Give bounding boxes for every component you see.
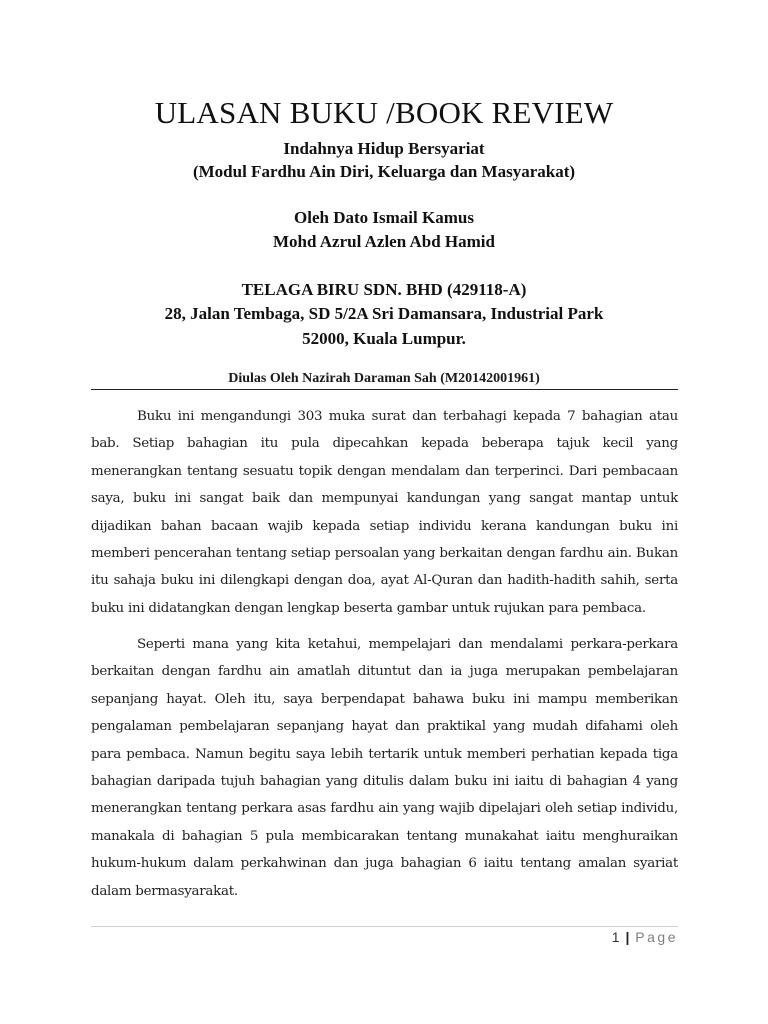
paragraph-2: Seperti mana yang kita ketahui, mempelajari dan mendalami perkara-perkara berkaitan dengan fardhu ain amatlah dituntut dan ia juga merupakan pembelajaran sepanjang hayat. Oleh itu, saya berpendapat bahawa buku ini mampu memberikan pengalaman pembelajaran sepanjang hayat dan praktikal yang mudah difahami oleh para pembaca. Namun begitu saya lebih tertarik untuk memberi perhatian kepada tiga bahagian daripada tujuh bahagian yang ditulis dalam buku ini iaitu di bahagian 4 yang menerangkan tentang perkara asas fardhu ain yang wajib dipelajari oleh setiap individu, manakala di bahagian 5 pula membicarakan tentang munakahat iaitu menghuraikan hukum-hukum dalam perkahwinan dan juga bahagian 6 iaitu tentang amalan syariat dalam bermasyarakat. xyxy=(91,637,678,899)
footer-separator: | xyxy=(625,929,630,945)
footer-divider xyxy=(91,926,678,927)
paragraph-1: Buku ini mengandungi 303 muka surat dan terbahagi kepada 7 bahagian atau bab. Setiap bahagian itu pula dipecahkan kepada beberapa tajuk kecil yang menerangkan tentang sesuatu topik dengan mendalam dan terperinci. Dari pembacaan saya, buku ini sangat baik dan mempunyai kandungan yang sangat mantap untuk dijadikan bahan bacaan wajib kepada setiap individu kerana kandungan buku ini memberi pencerahan tentang setiap persoalan yang berkaitan dengan fardhu ain. Bukan itu sahaja buku ini dilengkapi dengan doa, ayat Al-Quran dan hadith-hadith sahih, serta buku ini didatangkan dengan lengkap beserta gambar untuk rujukan para pembaca. xyxy=(91,409,678,616)
page-number: 1 xyxy=(611,929,620,945)
publisher-address-line-1: 28, Jalan Tembaga, SD 5/2A Sri Damansara, Industrial Park xyxy=(164,304,604,323)
author-line-2: Mohd Azrul Azlen Abd Hamid xyxy=(273,232,495,251)
header-divider xyxy=(91,389,678,390)
book-subtitle: (Modul Fardhu Ain Diri, Keluarga dan Masyarakat) xyxy=(192,162,576,181)
author-line-1: Oleh Dato Ismail Kamus xyxy=(294,208,474,227)
page-label: Page xyxy=(635,929,678,945)
document-title: ULASAN BUKU /BOOK REVIEW xyxy=(154,95,614,130)
book-title: Indahnya Hidup Bersyariat xyxy=(283,139,485,158)
reviewer-line: Diulas Oleh Nazirah Daraman Sah (M20142001961) xyxy=(228,371,540,386)
publisher-address-line-2: 52000, Kuala Lumpur. xyxy=(302,329,466,348)
publisher-name: TELAGA BIRU SDN. BHD (429118-A) xyxy=(241,280,527,299)
page-footer xyxy=(612,927,678,947)
